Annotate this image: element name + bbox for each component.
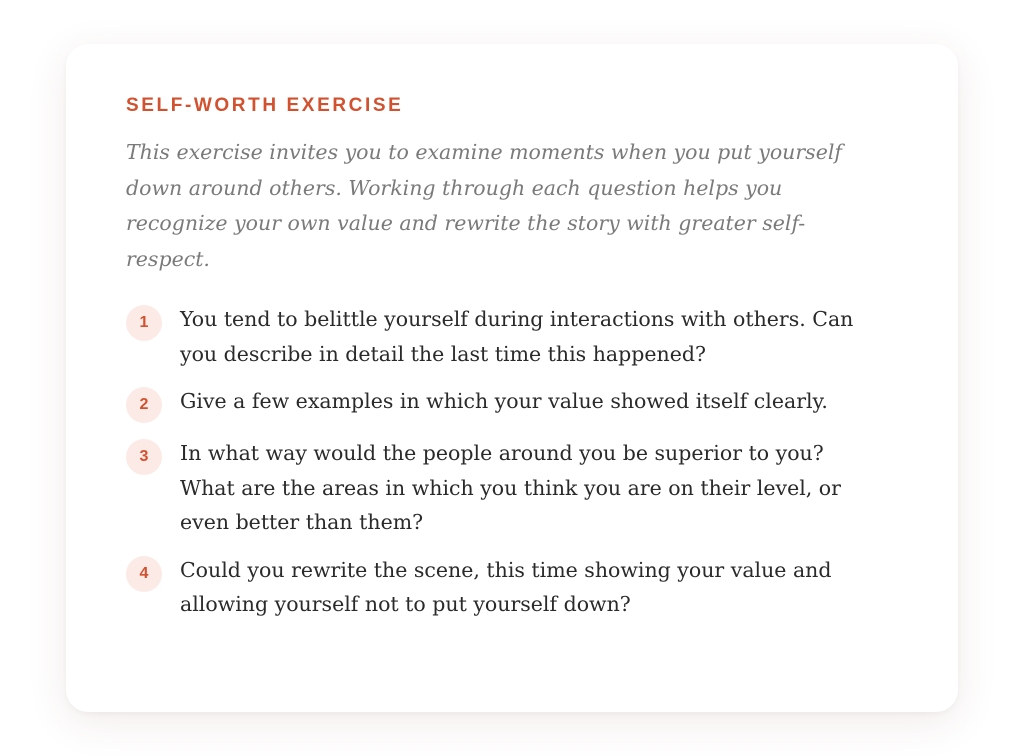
question-item — [126, 557, 898, 622]
exercise-eyebrow: SELF-WORTH EXERCISE — [126, 95, 404, 116]
question-number-badge: 4 — [126, 556, 162, 592]
question-number-badge: 3 — [126, 439, 162, 475]
question-item — [126, 389, 898, 423]
question-number-badge: 1 — [126, 305, 162, 341]
exercise-intro: This exercise invites you to examine moments when you put yourself down around others. Working through each question helps you recognize your own value and rewrite the story with greater self-respect. — [126, 140, 842, 271]
question-item — [126, 441, 898, 540]
question-number-badge: 2 — [126, 387, 162, 423]
exercise-card — [66, 44, 958, 712]
question-list — [126, 307, 898, 622]
question-item — [126, 307, 898, 371]
question-text: Could you rewrite the scene, this time showing your value and allowing yourself not to put yourself down? — [180, 557, 832, 616]
question-text: In what way would the people around you be superior to you? What are the areas in which you think you are on their level, or even better than them? — [180, 441, 841, 534]
question-text: Give a few examples in which your value showed itself clearly. — [180, 389, 828, 413]
question-text: You tend to belittle yourself during interactions with others. Can you describe in detail the last time this happened? — [180, 307, 854, 366]
